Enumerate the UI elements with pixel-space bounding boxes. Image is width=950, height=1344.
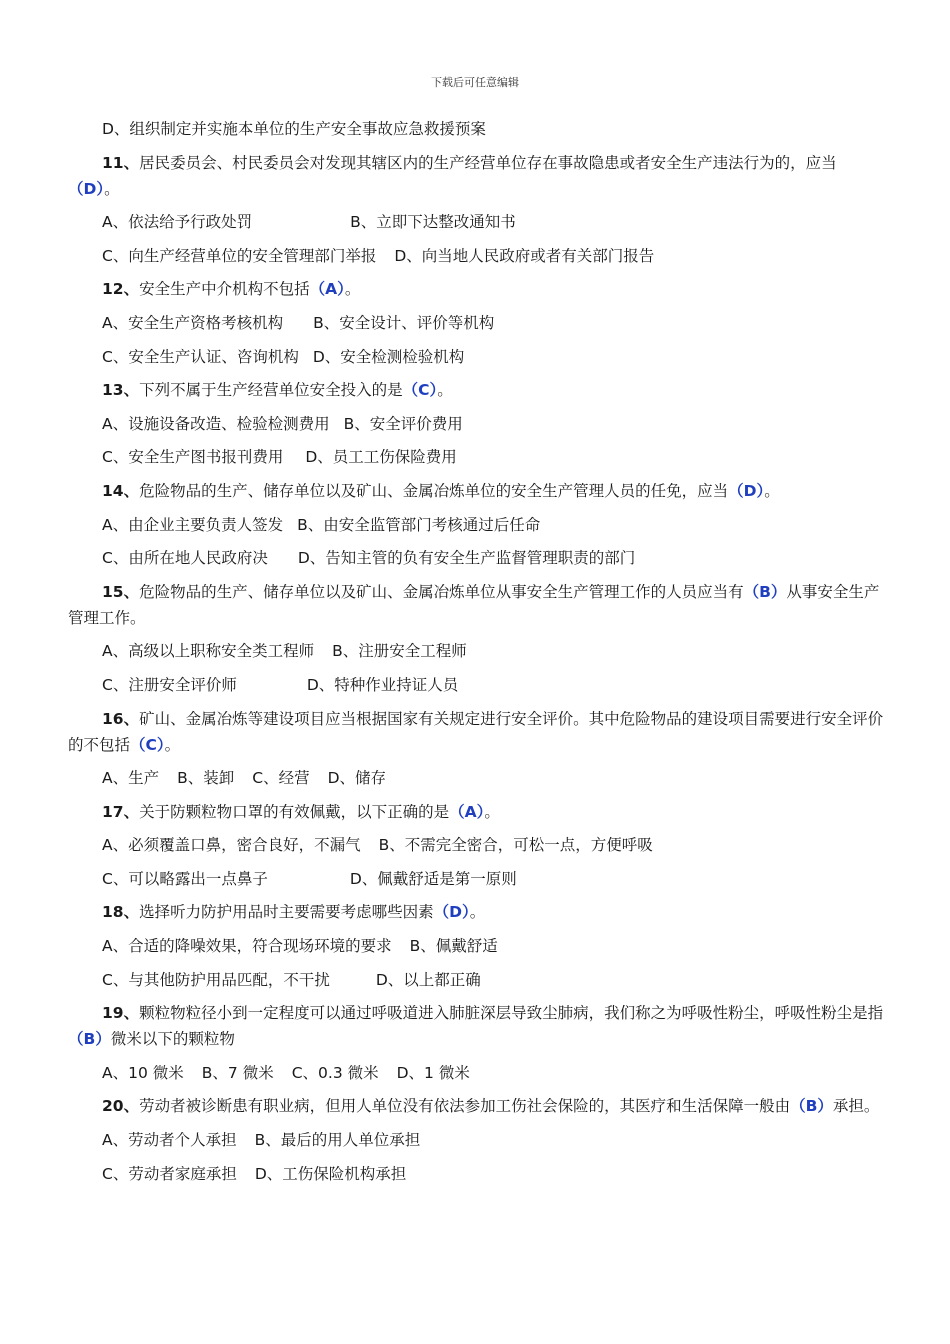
option-line [68,1127,884,1153]
question-line [68,150,884,202]
text-run: B、最后的用人单位承担 [254,1131,421,1150]
option-line [68,209,884,235]
question-line [68,478,884,504]
answer-mark: （D） [433,903,470,922]
question-number: 18、 [102,903,140,922]
text-run: A、生产 [102,769,160,788]
text-run: B、佩戴舒适 [409,937,498,956]
question-line [68,799,884,825]
option-line [68,512,884,538]
question-line [68,1000,884,1052]
text-run: C、注册安全评价师 [102,675,237,694]
option-line [68,243,884,269]
text-run: 选择听力防护用品时主要需要考虑哪些因素 [139,903,434,922]
option-line [68,1161,884,1187]
text-run: A、劳动者个人承担 [102,1131,237,1150]
text-run: B、安全设计、评价等机构 [313,313,495,332]
text-run: C、与其他防护用品匹配，不干扰 [102,970,330,989]
text-run: B、立即下达整改通知书 [350,213,516,232]
page-header: 下载后可任意编辑 [431,76,519,89]
answer-mark: （C） [130,735,165,754]
text-run: A、由企业主要负责人签发 [102,515,284,534]
text-run: 。 [104,179,120,198]
text-run: 矿山、金属冶炼等建设项目应当根据国家有关规定进行安全评价。其中危险物品的建设项目需要进行安全评价的不包括 [68,709,884,754]
text-run: 微米以下的颗粒物 [110,1030,235,1049]
answer-mark: （D） [68,179,105,198]
question-number: 19、 [102,1004,140,1023]
text-run: D、向当地人民政府或者有关部门报告 [394,246,655,265]
text-run: 承担。 [832,1097,880,1116]
text-run: A、合适的降噪效果，符合现场环境的要求 [102,937,392,956]
answer-mark: （D） [728,481,765,500]
option-line [68,411,884,437]
text-run: A、安全生产资格考核机构 [102,313,284,332]
question-line [68,706,884,758]
text-run: A、依法给予行政处罚 [102,213,253,232]
option-line [68,933,884,959]
text-run: D、工伤保险机构承担 [254,1164,407,1183]
text-run: D、特种作业持证人员 [306,675,459,694]
answer-mark: （A） [309,280,345,299]
text-run: D、佩戴舒适是第一原则 [349,869,517,888]
answer-mark: （A） [449,802,485,821]
text-run: 居民委员会、村民委员会对发现其辖区内的生产经营单位存在事故隐患或者安全生产违法行为的，应当 [139,153,837,172]
question-number: 12、 [102,280,140,299]
text-run: A、高级以上职称安全类工程师 [102,642,315,661]
text-run: B、由安全监管部门考核通过后任命 [297,515,541,534]
question-line [68,579,884,631]
answer-mark: （B） [790,1097,833,1116]
text-run: B、装卸 [177,769,235,788]
text-run: 。 [764,481,780,500]
question-number: 11、 [102,153,140,172]
option-line [68,832,884,858]
text-run: 危险物品的生产、储存单位以及矿山、金属冶炼单位的安全生产管理人员的任免，应当 [139,481,729,500]
answer-mark: （B） [743,582,787,601]
text-run: C、可以略露出一点鼻子 [102,869,268,888]
question-number: 20、 [102,1097,140,1116]
question-number: 17、 [102,802,140,821]
text-run: 。 [344,280,361,299]
text-run: C、向生产经营单位的安全管理部门举报 [102,246,377,265]
text-run: C、安全生产图书报刊费用 [102,448,284,467]
option-line [68,344,884,370]
question-number: 15、 [102,582,140,601]
question-line [68,1093,884,1119]
text-run: 劳动者被诊断患有职业病，但用人单位没有依法参加工伤社会保险的，其医疗和生活保障一般由 [139,1097,791,1116]
text-run: D、储存 [327,769,387,788]
option-line [68,967,884,993]
question-line [68,377,884,403]
text-run: C、劳动者家庭承担 [102,1164,237,1183]
question-number: 13、 [102,381,140,400]
text-run: A、必须覆盖口鼻，密合良好，不漏气 [102,836,361,855]
text-run: 下列不属于生产经营单位安全投入的是 [139,381,403,400]
answer-mark: （C） [402,381,438,400]
text-run: D、1 微米 [396,1063,470,1082]
text-run: 。 [484,802,500,821]
option-line [68,638,884,664]
text-run: B、7 微米 [201,1063,274,1082]
text-run: C、经营 [252,769,310,788]
text-run: C、由所在地人民政府决 [102,549,268,568]
text-run: A、设施设备改造、检验检测费用 [102,414,330,433]
text-run: 。 [469,903,486,922]
text-run: B、安全评价费用 [343,414,463,433]
question-number: 16、 [102,709,140,728]
question-line [68,276,884,302]
text-run: 颗粒物粒径小到一定程度可以通过呼吸道进入肺脏深层导致尘肺病，我们称之为呼吸性粉尘，呼吸性粉尘是指 [139,1004,884,1023]
option-line [68,545,884,571]
text-run: 安全生产中介机构不包括 [139,280,310,299]
text-run: D、员工工伤保险费用 [305,448,457,467]
text-run: D、告知主管的负有安全生产监督管理职责的部门 [297,549,636,568]
text-run: B、注册安全工程师 [332,642,467,661]
option-line [68,310,884,336]
question-line [68,899,884,925]
text-run: 。 [437,381,453,400]
text-run: 危险物品的生产、储存单位以及矿山、金属冶炼单位从事安全生产管理工作的人员应当有 [139,582,744,601]
option-line [68,866,884,892]
text-run: 。 [164,735,181,754]
text-run: B、不需完全密合，可松一点，方便呼吸 [378,836,653,855]
text-run: C、安全生产认证、咨询机构 [102,347,299,366]
option-line [68,672,884,698]
option-line [68,1060,884,1086]
text-run: C、0.3 微米 [291,1063,379,1082]
option-line [68,765,884,791]
text-run: D、以上都正确 [375,970,481,989]
document-body [68,116,884,1194]
text-run: D、组织制定并实施本单位的生产安全事故应急救援预案 [102,120,486,138]
question-number: 14、 [102,481,140,500]
text-run: D、安全检测检验机构 [312,347,465,366]
text-run: 从事安全生产管理工作。 [68,582,880,627]
text-run: 关于防颗粒物口罩的有效佩戴，以下正确的是 [139,802,450,821]
text-run: A、10 微米 [102,1063,184,1082]
option-line [68,444,884,470]
answer-mark: （B） [68,1030,111,1049]
option-line [68,116,884,142]
